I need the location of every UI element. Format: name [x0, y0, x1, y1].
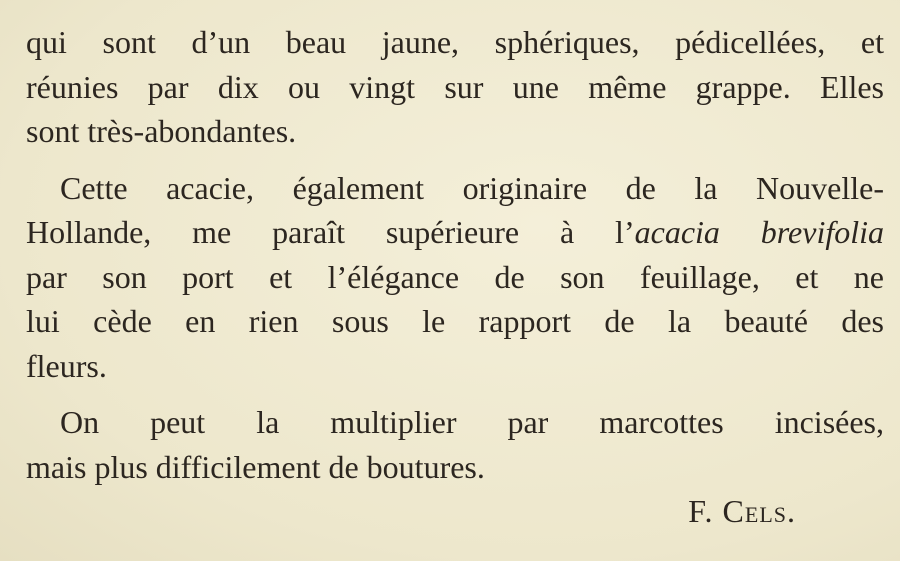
text-line: mais plus difficilement de boutures.: [26, 448, 485, 485]
paragraph-1: [26, 20, 884, 154]
text-line: réunies par dix ou vingt sur une même grappe. Elles: [26, 68, 884, 105]
text-line: On peut la multiplier par marcottes incisées,: [60, 404, 884, 440]
signature-initial: F.: [688, 493, 714, 529]
signature-name: Cels.: [722, 493, 796, 529]
signature: [26, 489, 884, 534]
paragraph-3: [26, 400, 884, 489]
page-text: [26, 20, 884, 534]
text-line: lui cède en rien sous le rapport de la beauté des: [26, 303, 884, 339]
text-line: par son port et l’élégance de son feuillage, et ne: [26, 258, 884, 295]
text-line: Cette acacie, également originaire de la Nouvelle-: [60, 169, 884, 206]
italic-species-name: acacia brevifolia: [634, 214, 885, 250]
text-segment: Hollande, me paraît supérieure à l’: [26, 214, 635, 250]
text-line: [26, 210, 884, 255]
paragraph-2: [26, 166, 884, 389]
text-line: qui sont d’un beau jaune, sphériques, pédicellées, et: [26, 24, 884, 60]
text-line: fleurs.: [26, 347, 107, 384]
text-line: sont très-abondantes.: [26, 113, 297, 149]
